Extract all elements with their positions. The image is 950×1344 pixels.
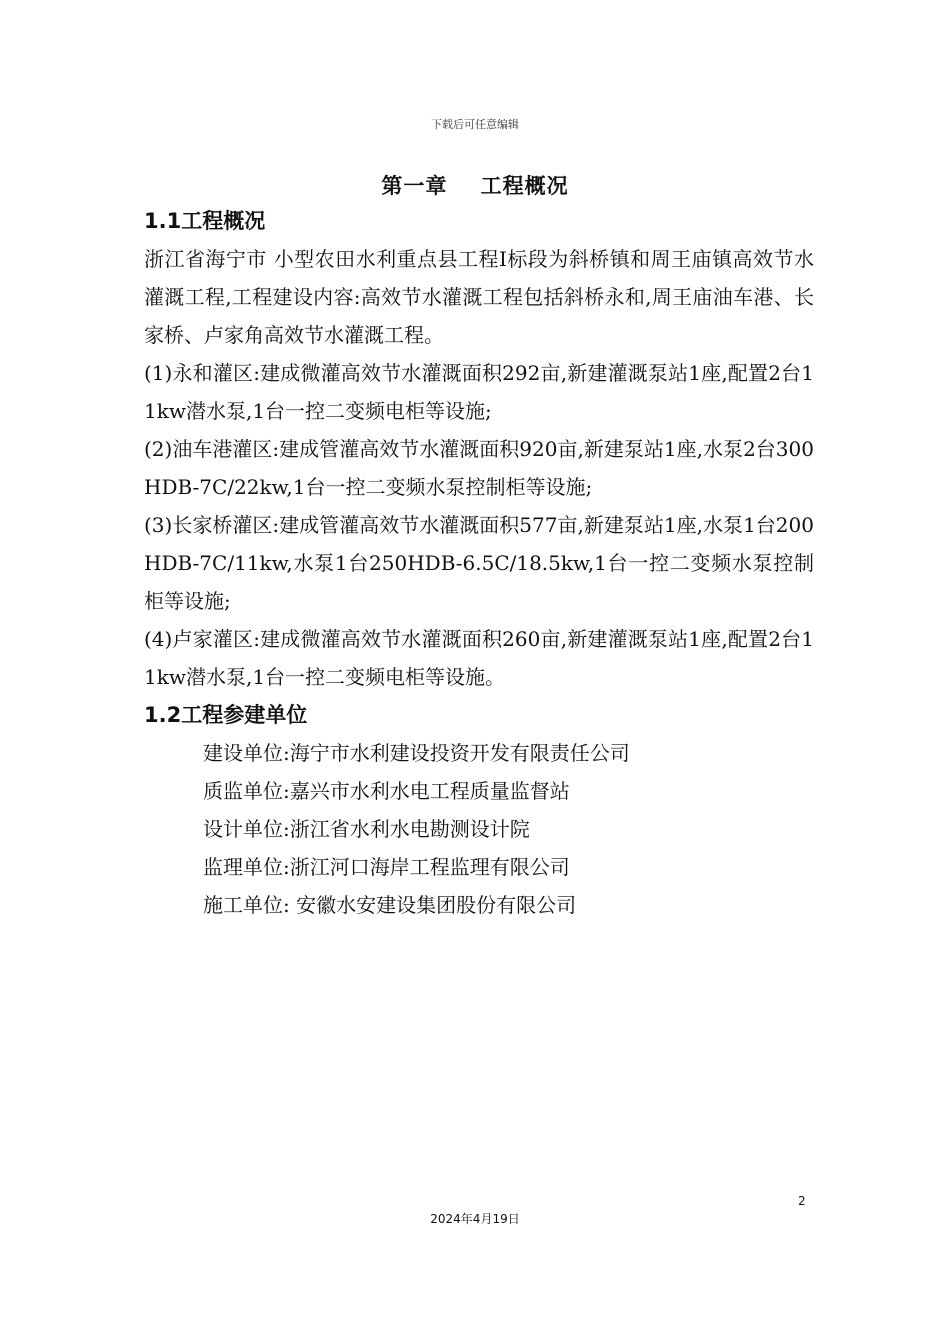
supervision-unit-line: 监理单位:浙江河口海岸工程监理有限公司	[203, 855, 570, 879]
item-paragraph-3: (3)长家桥灌区:建成管灌高效节水灌溉面积577亩,新建泵站1座,水泵1台200HDB-7C/11kw,水泵1台250HDB-6.5C/18.5kw,1台一控二变频水泵控制柜等设施;	[144, 513, 814, 613]
design-unit-line: 设计单位:浙江省水利水电勘测设计院	[203, 817, 530, 841]
quality-supervision-unit-line: 质监单位:嘉兴市水利水电工程质量监督站	[203, 779, 570, 803]
item-paragraph-4: (4)卢家灌区:建成微灌高效节水灌溉面积260亩,新建灌溉泵站1座,配置2台11kw潜水泵,1台一控二变频电柜等设施。	[144, 627, 814, 689]
item-paragraph-1: (1)永和灌区:建成微灌高效节水灌溉面积292亩,新建灌溉泵站1座,配置2台11kw潜水泵,1台一控二变频电柜等设施;	[144, 361, 814, 423]
section-heading-1-2: 1.2工程参建单位	[144, 703, 308, 727]
header-note: 下载后可任意编辑	[431, 118, 519, 131]
page-number: 2	[798, 1194, 806, 1208]
overview-paragraph: 浙江省海宁市 小型农田水利重点县工程Ⅰ标段为斜桥镇和周王庙镇高效节水灌溉工程,工程建设内容:高效节水灌溉工程包括斜桥永和,周王庙油车港、长家桥、卢家角高效节水灌溉工程。	[144, 247, 814, 347]
footer-date: 2024年4月19日	[430, 1212, 520, 1226]
construction-unit-line: 建设单位:海宁市水利建设投资开发有限责任公司	[203, 741, 630, 765]
section-heading-1-1: 1.1工程概况	[144, 209, 266, 233]
item-paragraph-2: (2)油车港灌区:建成管灌高效节水灌溉面积920亩,新建泵站1座,水泵2台300HDB-7C/22kw,1台一控二变频水泵控制柜等设施;	[144, 437, 814, 499]
document-body	[144, 202, 814, 924]
chapter-title: 第一章 工程概况	[381, 174, 569, 198]
contractor-unit-line: 施工单位: 安徽水安建设集团股份有限公司	[203, 893, 577, 917]
